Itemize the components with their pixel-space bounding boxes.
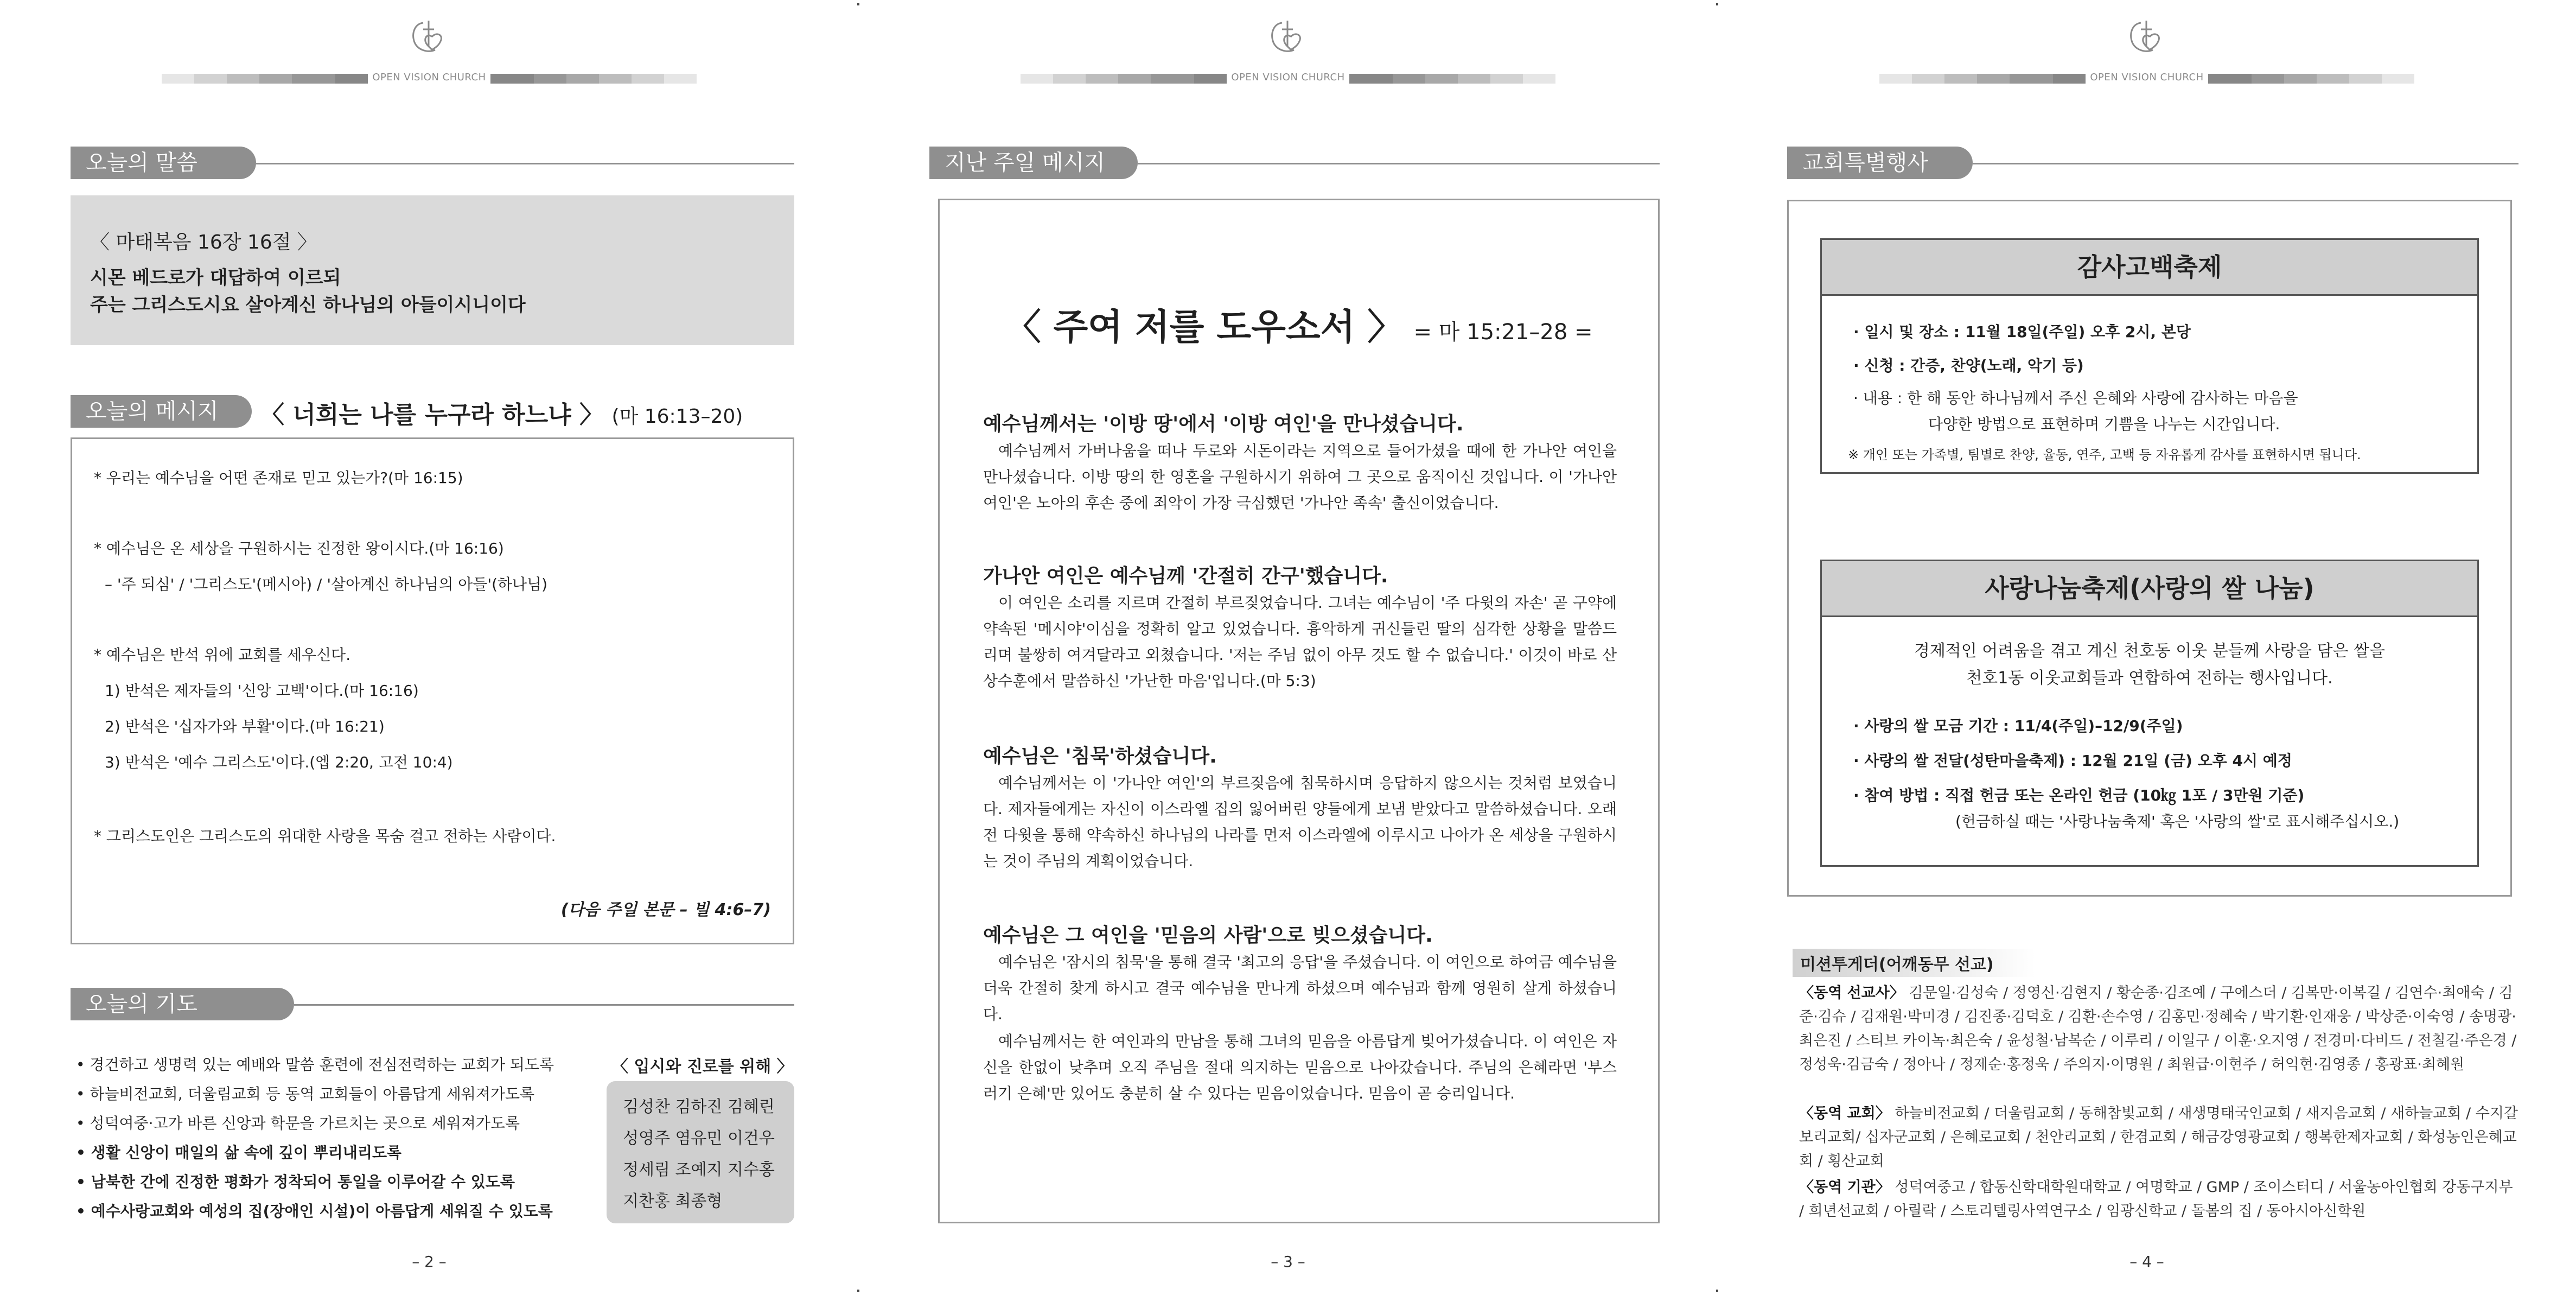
next-week-text: (다음 주일 본문 – 빌 4:6–7) [560, 900, 771, 919]
outline-point: * 예수님은 온 세상을 구원하시는 진정한 왕이시다.(마 16:16) [94, 539, 504, 557]
admission-names-box [607, 1081, 794, 1223]
event-rice-sharing [1820, 560, 2479, 867]
header-bar-left [1879, 74, 2086, 84]
events-box [1787, 200, 2512, 897]
event-item: 다양한 방법으로 표현하며 기쁨을 나누는 시간입니다. [1928, 415, 2280, 433]
sermon-heading: 가나안 여인은 예수님께 '간절히 간구'했습니다. [983, 565, 1388, 587]
sermon-paragraph: 예수님께서 가버나움을 떠나 두로와 시돈이라는 지역으로 들어가셨을 때에 한 가나안 여인을 만나셨습니다. 이방 땅의 한 영혼을 구원하시기 위하여 그 곳으로 움직이신 것입니다. 이 '가나안 여인'은 노아의 후손 중에 죄악이 가장 극심했던 '가나안 족속' 출신이었습니다. [983, 442, 1617, 512]
header-bar-right [490, 74, 697, 84]
page-4 [1718, 0, 2576, 1295]
message-title [260, 395, 743, 430]
partners-label: 〈동역 교회〉 [1799, 1105, 1890, 1122]
church-logo-icon [407, 15, 450, 59]
partners-title: 미션투게더(어깨동무 선교) [1793, 949, 2036, 977]
header-bar-right [1349, 74, 1555, 84]
partners-list: 하늘비전교회 / 더울림교회 / 동해참빛교회 / 새생명태국인교회 / 새지음교회 / 새하늘교회 / 수지갈보리교회/ 십자군교회 / 은혜로교회 / 천안리교회 / 한겸교회 / 해금강영광교회 / 행복한제자교회 / 화성농인은혜교회 / 횡산교회 [1799, 1105, 2518, 1170]
verse-line: 시몬 베드로가 대답하여 이르되 [90, 267, 341, 289]
outline-point: – '주 되심' / '그리스도'(메시아) / '살아계신 하나님의 아들'(하나님) [105, 575, 548, 593]
outline-point: * 그리스도인은 그리스도의 위대한 사랑을 목숨 걸고 전하는 사람이다. [94, 827, 556, 845]
admission-names-row: 성영주 염유민 이건우 [623, 1129, 775, 1148]
partners-label: 〈동역 기관〉 [1799, 1179, 1890, 1196]
sermon-heading: 예수님께서는 '이방 땅'에서 '이방 여인'을 만나셨습니다. [983, 413, 1464, 435]
prayer-item: • 성덕여중·고가 바른 신앙과 학문을 가르치는 곳으로 세워져가도록 [76, 1114, 520, 1132]
partners-orgs [1799, 1176, 2518, 1223]
event-item: · 신청 : 간증, 찬양(노래, 악기 등) [1853, 357, 2084, 374]
page-2 [0, 0, 858, 1295]
message-outline-box [71, 437, 794, 944]
page-number: – 4 – [2129, 1253, 2164, 1271]
header-bar-left [162, 74, 368, 84]
sermon-paragraph: 예수님은 '잠시의 침묵'을 통해 결국 '최고의 응답'을 주셨습니다. 이 여인으로 하여금 예수님을 더욱 간절히 찾게 하시고 결국 예수님을 만나게 하셨으며 예수님과 함께 영원히 살게 하셨습니다. [983, 953, 1617, 1023]
prayer-item: • 생활 신앙이 매일의 삶 속에 깊이 뿌리내리도록 [76, 1144, 402, 1161]
event-item: · 사랑의 쌀 모금 기간 : 11/4(주일)–12/9(주일) [1853, 717, 2183, 735]
sermon-heading: 예수님은 '침묵'하셨습니다. [983, 745, 1217, 767]
section-label-events: 교회특별행사 [1787, 147, 1973, 179]
sermon-paragraph: 이 여인은 소리를 지르며 간절히 부르짖었습니다. 그녀는 예수님이 '주 다윗의 자손' 곧 구약에 약속된 '메시야'이심을 정확히 알고 있었습니다. 흉악하게 귀신들린 딸의 심각한 상황을 말씀드리며 불쌍히 여겨달라고 외쳤습니다. '저는 주님 없이 아무 것도 할 수 없습니다.' 이것이 바로 산상수훈에서 말씀하신 '가난한 마음'입니다.(마 5:3) [983, 594, 1617, 690]
partners-missionaries [1799, 981, 2518, 1077]
outline-point: * 예수님은 반석 위에 교회를 세우신다. [94, 646, 351, 664]
prayer-item: • 예수사랑교회와 예성의 집(장애인 시설)이 아름답게 세워질 수 있도록 [76, 1202, 553, 1220]
partners-label: 〈동역 선교사〉 [1799, 985, 1904, 1001]
church-name: OPEN VISION CHURCH [2090, 72, 2204, 83]
sermon-title-text: 〈 주여 저를 도우소서 〉 [1005, 306, 1404, 348]
page-header [859, 15, 1717, 83]
page-3 [859, 0, 1717, 1295]
message-ref: (마 16:13–20) [611, 405, 743, 428]
event-item: · 사랑의 쌀 전달(성탄마을축제) : 12월 21일 (금) 오후 4시 예정 [1853, 752, 2292, 770]
page-number: – 2 – [412, 1253, 447, 1271]
section-label-message: 오늘의 메시지 [71, 395, 252, 428]
sermon-paragraph: 예수님께서는 한 여인과의 만남을 통해 그녀의 믿음을 아름답게 빚어가셨습니다. 이 여인은 자신을 한없이 낮추며 오직 주님을 절대 의지하는 믿음으로 나아갔습니다. 주님의 은혜라면 '부스러기 은혜'만 있어도 충분히 살 수 있다는 믿음이었습니다. 믿음이 곧 승리입니다. [983, 1032, 1617, 1102]
admission-names-row: 김성찬 김하진 김혜린 [623, 1097, 775, 1116]
event-desc: 천호1동 이웃교회들과 연합하여 전하는 행사입니다. [1966, 669, 2333, 688]
verse-line: 주는 그리스도시요 살아계신 하나님의 아들이시니이다 [90, 294, 526, 316]
partners-list: 김문일·김성숙 / 정영신·김현지 / 황순종·김조예 / 구에스더 / 김복만·이복길 / 김연수·최애숙 / 김준·김슈 / 김재원·박미경 / 김진종·김덕호 / 김환·손수영 / 김홍민·정혜숙 / 박기환·인재웅 / 박상준·이숙영 / 송명광·최은진 / 스티브 카이녹·최은숙 / 윤성철·남복순 / 이루리 / 이일구 / 이훈·오지영 / 전경미·다비드 / 전칠길·주은경 / 정성욱·김금숙 / 정아나 / 정제순·홍정욱 / 주의지·이명원 / 최원급·이현주 / 허익현·김영종 / 홍광표·최혜원 [1799, 985, 2517, 1073]
section-label-last-message: 지난 주일 메시지 [929, 147, 1138, 179]
event-thanksgiving [1820, 238, 2479, 474]
church-logo-icon [2125, 15, 2168, 59]
verse-box [71, 195, 794, 345]
outline-point: * 우리는 예수님을 어떤 존재로 믿고 있는가?(마 16:15) [94, 469, 463, 487]
event-item: · 참여 방법 : 직접 헌금 또는 온라인 헌금 (10㎏ 1포 / 3만원 기준) [1853, 786, 2305, 804]
section-label-word: 오늘의 말씀 [71, 147, 256, 179]
section-label-prayer: 오늘의 기도 [71, 988, 294, 1020]
sermon-ref: = 마 15:21–28 = [1413, 320, 1593, 345]
page-header [1718, 15, 2576, 83]
prayer-item: • 남북한 간에 진정한 평화가 정착되어 통일을 이루어갈 수 있도록 [76, 1173, 515, 1191]
event-item: · 내용 : 한 해 동안 하나님께서 주신 은혜와 사랑에 감사하는 마음을 [1853, 389, 2298, 407]
event-title: 감사고백축제 [1822, 240, 2477, 296]
verse-ref: 〈 마태복음 16장 16절 〉 [90, 231, 317, 253]
event-item: · 일시 및 장소 : 11월 18일(주일) 오후 2시, 본당 [1853, 323, 2191, 341]
sermon-summary-box [938, 199, 1660, 1223]
page-number: – 3 – [1271, 1253, 1305, 1271]
sermon-title [940, 298, 1658, 350]
sermon-paragraph: 예수님께서는 이 '가나안 여인'의 부르짖음에 침묵하시며 응답하지 않으시는 것처럼 보였습니다. 제자들에게는 자신이 이스라엘 집의 잃어버린 양들에게 보냄 받았다고 말씀하셨습니다. 오래 전 다윗을 통해 약속하신 하나님의 나라를 먼저 이스라엘에 이루시고 나아가 온 세상을 구원하시는 것이 주님의 계획이었습니다. [983, 774, 1617, 870]
header-bar-left [1021, 74, 1227, 84]
page-header [0, 15, 858, 83]
partners-list: 성덕여중고 / 합동신학대학원대학교 / 여명학교 / GMP / 조이스터디 / 서울농아인협회 강동구지부 / 희년선교회 / 아릴락 / 스토리텔링사역연구소 / 임광신학교 / 돌봄의 집 / 동아시아신학원 [1799, 1179, 2513, 1220]
church-logo-icon [1266, 15, 1309, 59]
church-name: OPEN VISION CHURCH [372, 72, 486, 83]
admission-names-row: 지찬홍 최종형 [623, 1192, 723, 1211]
admission-title: 〈 입시와 진로를 위해 〉 [612, 1057, 793, 1076]
admission-names-row: 정세림 조예지 지수홍 [623, 1160, 775, 1179]
section-rule [256, 163, 794, 164]
outline-point: 1) 반석은 제자들의 '신앙 고백'이다.(마 16:16) [105, 682, 419, 700]
event-title: 사랑나눔축제(사랑의 쌀 나눔) [1822, 561, 2477, 617]
section-rule [294, 1004, 794, 1006]
sermon-heading: 예수님은 그 여인을 '믿음의 사람'으로 빚으셨습니다. [983, 924, 1433, 947]
section-rule [1138, 163, 1660, 164]
outline-point: 3) 반석은 '예수 그리스도'이다.(엡 2:20, 고전 10:4) [105, 753, 453, 771]
event-note: ※ 개인 또는 가족별, 팀별로 찬양, 율동, 연주, 고백 등 자유롭게 감사를 표현하시면 됩니다. [1848, 447, 2361, 462]
partners-churches [1799, 1102, 2518, 1173]
prayer-item: • 하늘비전교회, 더울림교회 등 동역 교회들이 아름답게 세워져가도록 [76, 1085, 535, 1103]
section-rule [1973, 163, 2518, 164]
church-name: OPEN VISION CHURCH [1231, 72, 1345, 83]
message-title-text: 〈 너희는 나를 누구라 하느냐 〉 [260, 401, 604, 429]
outline-point: 2) 반석은 '십자가와 부활'이다.(마 16:21) [105, 718, 385, 735]
event-desc: 경제적인 어려움을 겪고 계신 천호동 이웃 분들께 사랑을 담은 쌀을 [1914, 642, 2386, 661]
event-item: (헌금하실 때는 '사랑나눔축제' 혹은 '사랑의 쌀'로 표시해주십시오.) [1955, 812, 2400, 830]
prayer-item: • 경건하고 생명력 있는 예배와 말씀 훈련에 전심전력하는 교회가 되도록 [76, 1056, 554, 1074]
header-bar-right [2208, 74, 2414, 84]
